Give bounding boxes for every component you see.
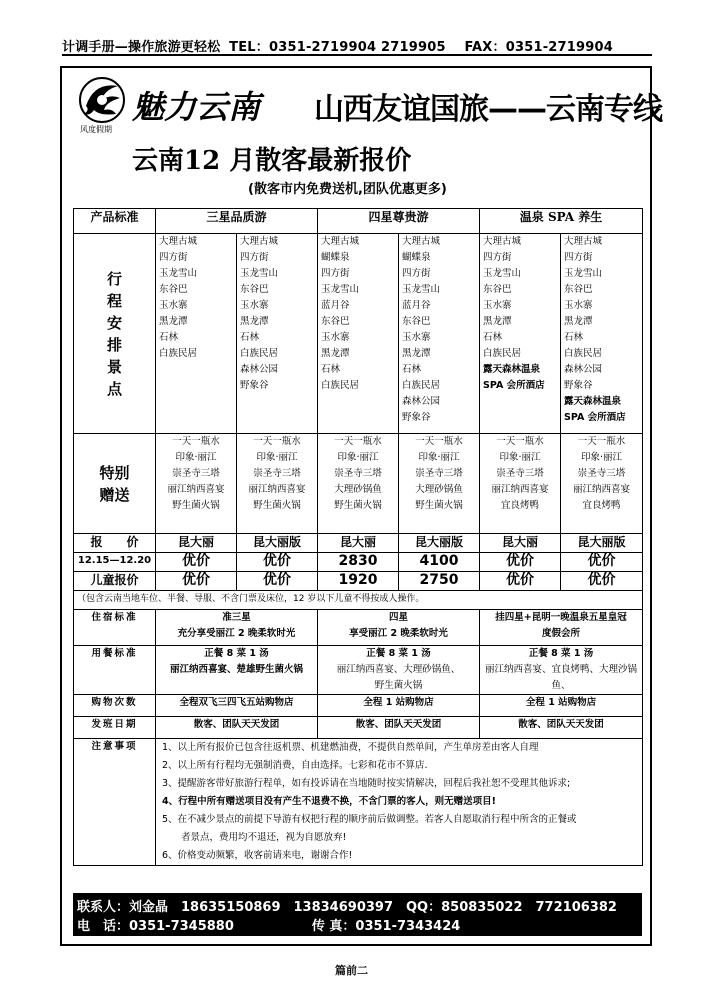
itinerary-item: 东谷巴 <box>402 316 431 327</box>
gift-item: 印象·丽江 <box>499 452 541 463</box>
meal-line: 正餐 8 菜 1 汤 <box>366 648 431 659</box>
itinerary-item: 东谷巴 <box>240 284 269 295</box>
standard-header: 产品标准 <box>74 209 156 234</box>
itinerary-item: 大理古城 <box>240 236 279 247</box>
shop-cell: 全程 1 站购物店 <box>480 695 643 717</box>
itinerary-item: 黑龙潭 <box>321 348 350 359</box>
route-cell: 昆大丽 <box>480 534 561 553</box>
itinerary-item: 白族民居 <box>483 348 522 359</box>
notes-cell <box>156 739 643 866</box>
gift-item: 大理砂锅鱼 <box>415 484 463 495</box>
top-bar <box>62 36 652 54</box>
notes-row <box>74 739 643 866</box>
itinerary-item: 东谷巴 <box>483 284 512 295</box>
departure-label: 发班日期 <box>74 717 156 739</box>
itinerary-col <box>318 234 399 434</box>
itinerary-col <box>156 234 237 434</box>
itinerary-item: 玉水寨 <box>240 300 269 311</box>
shop-cell: 全程 1 站购物店 <box>318 695 480 717</box>
itinerary-col <box>237 234 318 434</box>
itinerary-label-char: 行 <box>106 269 122 288</box>
adult-price: 2830 <box>318 553 399 572</box>
itinerary-item: 四方街 <box>321 268 350 279</box>
adult-price: 优价 <box>156 553 237 572</box>
contact-bar <box>73 893 642 936</box>
gift-col <box>237 434 318 534</box>
gift-col <box>156 434 237 534</box>
gift-item: 崇圣寺三塔 <box>334 468 382 479</box>
tier2-header: 四星尊贵游 <box>318 209 480 234</box>
contact-row-1: 联系人：刘金晶 18635150869 13834690397 QQ：850835022 772106382 <box>77 900 617 915</box>
itinerary-item: 石林 <box>564 332 584 343</box>
itinerary-item: 露天森林温泉 <box>483 364 541 375</box>
top-rule <box>62 54 652 56</box>
gift-item: 宜良烤鸭 <box>501 500 540 511</box>
itinerary-item: 玉水寨 <box>321 332 350 343</box>
hotel-line: 度假会所 <box>542 628 581 639</box>
gift-label-line: 赠送 <box>99 485 130 504</box>
hotel-line: 准三星 <box>222 612 251 623</box>
gift-row <box>74 434 643 534</box>
shop-cell: 全程双飞三四飞五站购物店 <box>156 695 318 717</box>
itinerary-item: 四方街 <box>483 252 512 263</box>
adult-price: 4100 <box>399 553 480 572</box>
page-subtitle: (散客市内免费送机,团队优惠更多) <box>248 182 447 197</box>
departure-cell: 散客、团队天天发团 <box>318 717 480 739</box>
itinerary-item: 东谷巴 <box>321 316 350 327</box>
meal-cell <box>318 646 480 695</box>
adult-price-row <box>74 553 643 572</box>
gift-item: 一天一瓶水 <box>415 436 463 447</box>
itinerary-item: 黑龙潭 <box>564 316 593 327</box>
gift-col <box>399 434 480 534</box>
hotel-line: 挂四星+昆明一晚温泉五星皇冠 <box>495 612 627 623</box>
itinerary-item: 玉水寨 <box>564 300 593 311</box>
itinerary-item: 黑龙潭 <box>159 316 188 327</box>
child-price: 1920 <box>318 572 399 591</box>
gift-item: 印象·丽江 <box>581 452 623 463</box>
gift-item: 崇圣寺三塔 <box>496 468 544 479</box>
gift-item: 印象·丽江 <box>175 452 217 463</box>
adult-price: 优价 <box>237 553 318 572</box>
route-cell: 昆大丽版 <box>399 534 480 553</box>
gift-item: 野生菌火锅 <box>415 500 463 511</box>
gift-col <box>318 434 399 534</box>
itinerary-item: 白族民居 <box>564 348 603 359</box>
page-footer: 篇前二 <box>335 964 368 977</box>
departure-cell: 散客、团队天天发团 <box>156 717 318 739</box>
price-note-row <box>74 591 643 610</box>
meal-line: 鱼、 <box>551 680 571 691</box>
itinerary-item: 野象谷 <box>240 380 269 391</box>
itinerary-item: 黑龙潭 <box>402 348 431 359</box>
gift-item: 一天一瓶水 <box>334 436 382 447</box>
contact-row-2: 电 话：0351-7345880 传 真：0351-7343424 <box>77 919 461 934</box>
itinerary-item: SPA 会所酒店 <box>564 412 626 423</box>
note-line: 3、提醒游客带好旅游行程单，如有投诉请在当地随时按实情解决，回程后我社恕不受理其他诉求; <box>162 778 571 789</box>
itinerary-item: 玉龙雪山 <box>321 284 360 295</box>
meal-line: 正餐 8 菜 1 汤 <box>204 648 269 659</box>
note-line: 2、以上所有行程均无强制消费，自由选择。七彩和花市不算店. <box>162 760 428 771</box>
tier3-header: 温泉 SPA 养生 <box>480 209 643 234</box>
itinerary-item: 东谷巴 <box>564 284 593 295</box>
itinerary-item: 白族民居 <box>159 348 198 359</box>
child-label: 儿童报价 <box>74 572 156 591</box>
meal-row <box>74 646 643 695</box>
itinerary-item: 森林公园 <box>402 396 441 407</box>
route-row <box>74 534 643 553</box>
itinerary-item: 露天森林温泉 <box>564 396 622 407</box>
gift-col <box>480 434 561 534</box>
itinerary-item: 黑龙潭 <box>483 316 512 327</box>
route-cell: 昆大丽版 <box>237 534 318 553</box>
logo-caption: 风度假期 <box>80 125 112 134</box>
itinerary-item: 四方街 <box>564 252 593 263</box>
gift-item: 大理砂锅鱼 <box>334 484 382 495</box>
gift-item: 崇圣寺三塔 <box>172 468 220 479</box>
gift-item: 丽江纳西喜宴 <box>248 484 306 495</box>
note-line: 4、行程中所有赠送项目没有产生不退费不换，不含门票的客人，则无赠送项目! <box>162 796 496 807</box>
adult-price: 优价 <box>480 553 561 572</box>
itinerary-item: 野象谷 <box>402 412 431 423</box>
itinerary-item: 玉龙雪山 <box>402 284 441 295</box>
notes-label: 注意事项 <box>74 739 156 866</box>
itinerary-item: 蓝月谷 <box>321 300 350 311</box>
meal-cell <box>156 646 318 695</box>
gift-item: 印象·丽江 <box>337 452 379 463</box>
gift-item: 丽江纳西喜宴 <box>573 484 631 495</box>
itinerary-label-char: 安 <box>106 313 122 332</box>
child-price: 优价 <box>237 572 318 591</box>
itinerary-item: 玉水寨 <box>159 300 188 311</box>
hotel-cell <box>156 610 318 646</box>
gift-item: 野生菌火锅 <box>253 500 301 511</box>
itinerary-row <box>74 234 643 434</box>
gift-label <box>74 434 156 534</box>
itinerary-item: 石林 <box>483 332 503 343</box>
itinerary-item: 大理古城 <box>564 236 603 247</box>
gift-item: 崇圣寺三塔 <box>253 468 301 479</box>
child-price: 优价 <box>156 572 237 591</box>
itinerary-item: 石林 <box>159 332 179 343</box>
itinerary-col <box>480 234 561 434</box>
itinerary-item: 四方街 <box>159 252 188 263</box>
gift-item: 野生菌火锅 <box>172 500 220 511</box>
tier1-header: 三星品质游 <box>156 209 318 234</box>
route-cell: 昆大丽 <box>318 534 399 553</box>
itinerary-label <box>74 234 156 434</box>
page-title: 云南12 月散客最新报价 <box>132 146 412 176</box>
gift-item: 印象·丽江 <box>256 452 298 463</box>
itinerary-item: 四方街 <box>240 252 269 263</box>
itinerary-item: 玉龙雪山 <box>564 268 603 279</box>
itinerary-item: 石林 <box>402 364 422 375</box>
note-line: 6、价格变动频繁，收客前请来电，谢谢合作! <box>162 850 353 861</box>
gift-label-line: 特别 <box>99 463 130 482</box>
hotel-label: 住宿标准 <box>74 610 156 646</box>
note-line: 5、在不减少景点的前提下导游有权把行程的顺序前后做调整。若客人自愿取消行程中所含的正餐或 <box>162 814 577 825</box>
itinerary-col <box>399 234 480 434</box>
header-row <box>74 209 643 234</box>
shop-label: 购物次数 <box>74 695 156 717</box>
gift-item: 一天一瓶水 <box>253 436 301 447</box>
hotel-row <box>74 610 643 646</box>
departure-row <box>74 717 643 739</box>
meal-label: 用餐标准 <box>74 646 156 695</box>
itinerary-item: 白族民居 <box>240 348 279 359</box>
meal-line: 丽江纳西喜宴、楚雄野生菌火锅 <box>170 664 304 675</box>
brand-title: 魅力云南 <box>132 88 261 126</box>
itinerary-label-char: 程 <box>106 291 122 310</box>
price-note: （包含云南当地车位、半餐、导服、不含门票及床位，12 岁以下儿童不得按成人操作。 <box>74 591 643 610</box>
meal-line: 丽江纳西喜宴、大理砂锅鱼、 <box>336 664 461 675</box>
itinerary-item: 白族民居 <box>321 380 360 391</box>
hotel-line: 享受丽江 2 晚柔软时光 <box>349 628 448 639</box>
agency-title: 山西友谊国旅——云南专线 <box>314 92 662 127</box>
itinerary-item: 玉水寨 <box>402 332 431 343</box>
itinerary-item: 石林 <box>240 332 260 343</box>
itinerary-item: SPA 会所酒店 <box>483 380 545 391</box>
itinerary-item: 四方街 <box>402 268 431 279</box>
child-price: 优价 <box>561 572 643 591</box>
meal-line: 丽江纳西喜宴、宜良烤鸭、大理沙锅 <box>485 664 638 675</box>
itinerary-item: 蝴蝶泉 <box>402 252 431 263</box>
itinerary-item: 黑龙潭 <box>240 316 269 327</box>
itinerary-col <box>561 234 643 434</box>
meal-line: 正餐 8 菜 1 汤 <box>528 648 594 659</box>
gift-item: 崇圣寺三塔 <box>577 468 626 479</box>
gift-item: 野生菌火锅 <box>334 500 382 511</box>
itinerary-label-char: 排 <box>106 335 122 354</box>
note-line: 者景点，费用均不退还，视为自愿放弃! <box>162 832 347 843</box>
itinerary-label-char: 景 <box>106 357 122 376</box>
tel-number: TEL：0351-2719904 2719905 <box>229 40 446 55</box>
gift-item: 宜良烤鸭 <box>582 500 621 511</box>
header <box>72 74 662 134</box>
itinerary-item: 大理古城 <box>159 236 198 247</box>
route-cell: 昆大丽 <box>156 534 237 553</box>
gift-item: 印象·丽江 <box>418 452 460 463</box>
child-price-row <box>74 572 643 591</box>
gift-item: 一天一瓶水 <box>577 436 626 447</box>
meal-line: 野生菌火锅 <box>374 680 423 691</box>
gift-item: 丽江纳西喜宴 <box>491 484 549 495</box>
itinerary-item: 蝴蝶泉 <box>321 252 350 263</box>
note-line: 1、以上所有报价已包含往返机票、机建燃油费，不提供自然单间，产生单房差由客人自理 <box>162 742 539 753</box>
itinerary-item: 大理古城 <box>321 236 360 247</box>
itinerary-item: 大理古城 <box>483 236 522 247</box>
meal-cell <box>480 646 643 695</box>
itinerary-item: 玉龙雪山 <box>240 268 279 279</box>
gift-item: 一天一瓶水 <box>172 436 220 447</box>
itinerary-item: 玉水寨 <box>483 300 512 311</box>
child-price: 2750 <box>399 572 480 591</box>
hotel-cell <box>480 610 643 646</box>
hotel-cell <box>318 610 480 646</box>
shop-row <box>74 695 643 717</box>
route-cell: 昆大丽版 <box>561 534 643 553</box>
itinerary-label-char: 点 <box>106 379 122 398</box>
hotel-line: 充分享受丽江 2 晚柔软时光 <box>177 628 296 639</box>
itinerary-item: 白族民居 <box>402 380 441 391</box>
adult-price: 优价 <box>561 553 643 572</box>
departure-cell: 散客、团队天天发团 <box>480 717 643 739</box>
itinerary-item: 野象谷 <box>564 380 593 391</box>
date-label: 12.15—12.20 <box>74 553 156 572</box>
gift-col <box>561 434 643 534</box>
hotel-line: 四星 <box>389 612 409 623</box>
itinerary-item: 大理古城 <box>402 236 441 247</box>
slogan: 计调手册—操作旅游更轻松 <box>62 40 221 55</box>
itinerary-item: 玉龙雪山 <box>159 268 198 279</box>
gift-item: 一天一瓶水 <box>496 436 544 447</box>
itinerary-item: 森林公园 <box>240 364 279 375</box>
price-label: 报 价 <box>74 534 156 553</box>
price-table <box>73 208 643 866</box>
gift-item: 崇圣寺三塔 <box>415 468 463 479</box>
child-price: 优价 <box>480 572 561 591</box>
itinerary-item: 东谷巴 <box>159 284 188 295</box>
itinerary-item: 森林公园 <box>564 364 603 375</box>
gift-item: 丽江纳西喜宴 <box>167 484 225 495</box>
itinerary-item: 玉龙雪山 <box>483 268 522 279</box>
fax-number: FAX：0351-2719904 <box>464 40 614 55</box>
itinerary-item: 石林 <box>321 364 341 375</box>
itinerary-item: 蓝月谷 <box>402 300 431 311</box>
